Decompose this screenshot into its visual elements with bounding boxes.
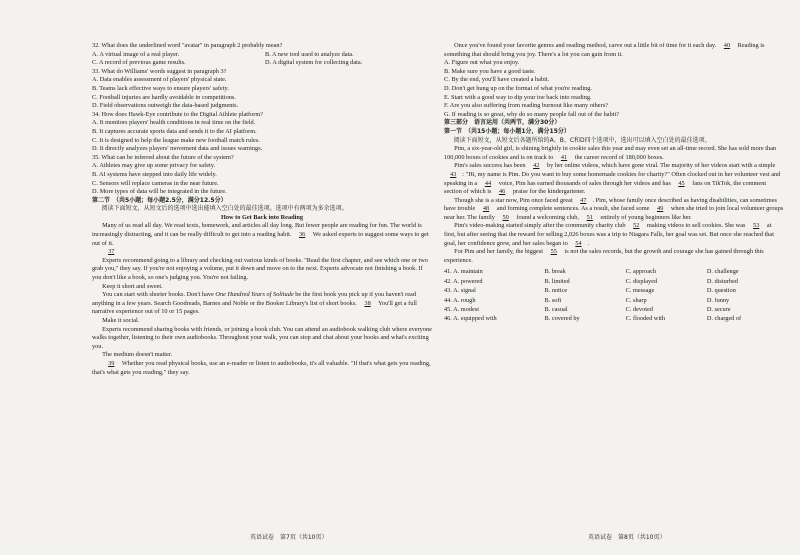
cloze-options-table — [444, 267, 784, 323]
q34-option-c: C. It is designed to help the league make new football match rules. — [92, 136, 260, 144]
blank-49: 49 — [656, 205, 664, 213]
blank-50: 50 — [502, 213, 509, 221]
q32-option-d: D. A digital system for collecting data. — [265, 59, 363, 67]
paragraph-text: at first, but after seeing that the reward for selling 2,026 boxes was a trip to Niagara Falls, her goal was set. But once she reached that goal, her confidence grew, and her sales began to — [444, 222, 774, 247]
paragraph-text: You'll get a full narrative experience out of 10 or 15 pages. — [92, 299, 417, 316]
part-3-heading: 第三部分 语言运用（共两节，满分30分） — [444, 119, 561, 127]
q35-option-d: D. More types of data will be integrated in the future. — [92, 188, 227, 196]
section-2-heading: 第二节 （共5小题；每小题2.5分，满分12.5分） — [92, 196, 227, 204]
mcq-option: C. message — [625, 287, 655, 295]
cloze-paragraph-5 — [444, 248, 784, 265]
page-7-footer: 英语试卷 第7页（共10页） — [250, 534, 328, 541]
q33-option-b: B. Teams lack effective ways to ensure players' safety. — [92, 84, 229, 92]
mcq-option: B. limited — [544, 277, 570, 285]
blank-54: 54 — [575, 239, 582, 247]
paragraph-text: and forming complete sentences. As a result, she faced some — [496, 205, 650, 213]
blank-36: 36 — [298, 231, 306, 239]
blank-51: 51 — [586, 213, 593, 221]
paragraph-text: be the first book you pick up if you haven't read anything in a few years. Search Goodreads, Barnes and Noble or the Booker Library's list of short books. — [92, 291, 416, 307]
option-d: D. Don't get hung up on the format of what you're reading. — [444, 84, 592, 92]
mcq-option: B. notice — [544, 287, 568, 295]
mcq-option: 46. A. equipped with — [444, 315, 497, 323]
section-2-instructions: 阅读下面短文，从短文后的选项中选出能填入空白处的最佳选项。选项中有两项为多余选项。 — [101, 205, 348, 213]
mcq-option: C. flooded with — [625, 315, 665, 323]
paragraph-text: Reading is something that should bring you joy. There's a lot you can gain from it. — [444, 42, 765, 58]
page-7-column — [92, 42, 432, 529]
passage-blank-37-line — [92, 248, 432, 257]
option-e: E. Start with a good way to dip your toe back into reading. — [444, 93, 592, 101]
page-8-footer: 英语试卷 第8页（共10页） — [588, 534, 666, 541]
q35-option-a: A. Athletes may give up some privacy for safety. — [92, 162, 216, 170]
q34-stem: 34. How does Hawk-Eye contribute to the Digital Athlete platform? — [92, 110, 264, 118]
passage-paragraph-3 — [92, 291, 432, 317]
option-f: F. Are you also suffering from reading burnout like many others? — [444, 102, 608, 110]
q34-option-b: B. It captures accurate sports data and sends it to the AI platform. — [92, 127, 257, 135]
heading-keep-short: Keep it short and sweet. — [102, 282, 163, 290]
option-g: G. If reading is so great, why do so many people fall out of the habit? — [444, 110, 620, 118]
section-1-instructions: 阅读下面短文，从短文后各题所给的A、B、C和D四个选项中，选出可以填入空白处的最佳选项。 — [453, 136, 711, 144]
blank-45: 45 — [678, 179, 685, 187]
blank-53: 53 — [753, 222, 760, 230]
mcq-option: D. secure — [706, 306, 731, 314]
mcq-option: B. break — [544, 268, 566, 276]
blank-37: 37 — [108, 248, 115, 256]
blank-43: 43 — [450, 170, 457, 178]
blank-40: 40 — [723, 42, 731, 49]
cloze-paragraph-1 — [444, 145, 784, 162]
blank-47: 47 — [580, 196, 587, 204]
paragraph-text: making videos to sell cookies. She was — [647, 222, 746, 230]
passage-paragraph-6 — [444, 42, 784, 59]
blank-55: 55 — [550, 248, 557, 256]
blank-42: 42 — [533, 162, 540, 170]
mcq-option: C. approach — [625, 268, 657, 276]
passage-title: How to Get Back into Reading — [220, 213, 304, 221]
q34-option-d: D. It directly analyzes players' movement data and issues warnings. — [92, 145, 263, 153]
paragraph-text: Whether you read physical books, use an e-reader or listen to audiobooks, it's all valuable. "If that's what gets you reading, that's what gets you reading," they say. — [92, 359, 431, 376]
mcq-option: C. devoted — [625, 306, 653, 314]
q35-option-b: B. AI systems have stepped into daily life widely. — [92, 170, 217, 178]
q33-option-c: C. Football injuries are hardly avoidable in competitions. — [92, 93, 236, 101]
book-title: One Hundred Years of Solitude — [215, 291, 294, 299]
passage-paragraph-5 — [92, 360, 432, 377]
mcq-option: D. funny — [706, 296, 730, 304]
q32-option-c: C. A record of previous game results. — [92, 59, 186, 67]
paragraph-text: . Pim, whose family once described as having disabilities, can sometimes have trouble — [444, 196, 777, 213]
paragraph-text: Once you've found your favorite genres and reading method, carve out a little bit of time for it each day. — [454, 42, 717, 49]
paragraph-text: Many of us read all day. We read texts, homework, and articles all day long. But fewer people are reading for fun. The world is increasingly distracting, and it can be really difficult to get into a reading habit. — [92, 222, 422, 239]
cloze-paragraph-3 — [444, 197, 784, 223]
blank-41: 41 — [560, 153, 568, 161]
paragraph-text: found a welcoming club, — [516, 213, 579, 221]
mcq-option: 42. A. powered — [444, 277, 483, 285]
paragraph-text: Though she is a star now, Pim once faced great — [454, 196, 573, 204]
mcq-option: 45. A. modest — [444, 306, 479, 314]
mcq-option: 43. A. signal — [444, 287, 476, 295]
section-1-heading: 第一节 （共15小题；每小题1分，满分15分） — [444, 127, 570, 135]
paragraph-text: by her online videos, which have gone viral. The majority of her videos start with a simple — [546, 162, 776, 170]
heading-make-social: Make it social. — [102, 317, 140, 324]
blank-38: 38 — [364, 299, 371, 307]
paragraph-text: . — [587, 239, 590, 247]
mcq-option: B. soft — [544, 296, 562, 304]
mcq-option: B. casual — [544, 306, 568, 314]
cloze-paragraph-4 — [444, 222, 784, 248]
paragraph-text: when she tried to join local volunteer groups near her. The family — [444, 205, 784, 221]
mcq-option: C. displayed — [625, 277, 658, 285]
paragraph-text: Pim's sales success has been — [454, 162, 526, 170]
paragraph-text: voice, Pim has earned thousands of sales through her videos and has — [498, 179, 671, 187]
paragraph-text: Pim, a six-year-old girl, is shining brightly in cookie sales this year and may even set an all-time record. She has sold more than 100,000 boxes of cookies and is on track to — [444, 145, 777, 161]
blank-46: 46 — [498, 188, 506, 196]
mcq-option: D. challenge — [706, 268, 739, 276]
paragraph-text: : "Hi, my name is Pim. Do you want to buy some homemade cookies for charity?" Often clocked out in her volunteer vest and speaking in a — [444, 170, 781, 187]
blank-44: 44 — [484, 179, 492, 187]
mcq-option: D. charged of — [706, 315, 742, 323]
option-a: A. Figure out what you enjoy. — [444, 59, 520, 67]
q33-option-a: A. Data enables assessment of players' physical state. — [92, 76, 227, 84]
paragraph-text: the career record of 180,000 boxes. — [574, 153, 664, 161]
paragraph-text: You can start with shorter books. Don't have — [102, 291, 214, 299]
q32-stem: 32. What does the underlined word "avatar" in paragraph 2 probably mean? — [92, 42, 283, 49]
heading-medium: The medium doesn't matter. — [102, 351, 173, 359]
page-8-column — [444, 42, 784, 529]
mcq-option: 44. A. rough — [444, 296, 476, 304]
blank-52: 52 — [633, 222, 640, 230]
option-b: B. Make sure you have a good taste. — [444, 67, 536, 75]
paragraph-text: fans on TikTok, the comment section of which is — [444, 179, 767, 196]
q33-stem: 33. What do Williams' words suggest in paragraph 3? — [92, 67, 227, 75]
q35-option-c: C. Sensors will replace cameras in the near future. — [92, 179, 219, 187]
mcq-option: C. sharp — [625, 296, 647, 304]
q34-option-a: A. It monitors players' health conditions in real time on the field. — [92, 119, 256, 127]
blank-39: 39 — [108, 359, 115, 367]
cloze-paragraph-2 — [444, 162, 784, 196]
passage-paragraph-1 — [92, 222, 432, 248]
q32-options — [92, 51, 432, 68]
mcq-option: B. covered by — [544, 315, 580, 323]
paragraph-text: Pim's video-making started simply after the community charity club — [454, 222, 626, 230]
q33-option-d: D. Field observations outweigh the data-based judgments. — [92, 102, 239, 110]
passage-paragraph-2: Experts recommend going to a library and checking out various kinds of books. "Read the first chapter, and see which one or two grab you," they say. If you're not enjoying a volume, put it down and move on to the next. Experts advocate not finishing a book. If you don't like a book, so one's judging you. You're not failing. — [92, 256, 428, 282]
blank-48: 48 — [482, 205, 490, 213]
mcq-option: 41. A. maintain — [444, 268, 483, 276]
q32-option-b: B. A new tool used to analyze data. — [265, 50, 354, 58]
paragraph-text: We asked experts to suggest some ways to get out of it. — [92, 231, 429, 247]
paragraph-text: For Pim and her family, the biggest — [454, 248, 544, 256]
paragraph-text: entirely of young beginners like her. — [600, 213, 692, 221]
passage-paragraph-4: Experts recommend sharing books with friends, or joining a book club. You can attend an audiobook walking club where everyone walks together, listening to their own audiobooks. Throughout your walk, you can stop and chat about your books and what's exciting you. — [92, 325, 432, 350]
paragraph-text: is not the sales records, but the growth and courage she has gained through this experience. — [444, 248, 764, 264]
option-c: C. By the end, you'll have created a habit. — [444, 76, 550, 84]
q35-stem: 35. What can be inferred about the future of the system? — [92, 153, 234, 161]
mcq-option: D. question — [706, 287, 736, 295]
q32-option-a: A. A virtual image of a real player. — [92, 50, 180, 58]
mcq-option: D. disturbed — [706, 277, 738, 285]
paragraph-text: praise for the kindergartener. — [512, 188, 586, 196]
